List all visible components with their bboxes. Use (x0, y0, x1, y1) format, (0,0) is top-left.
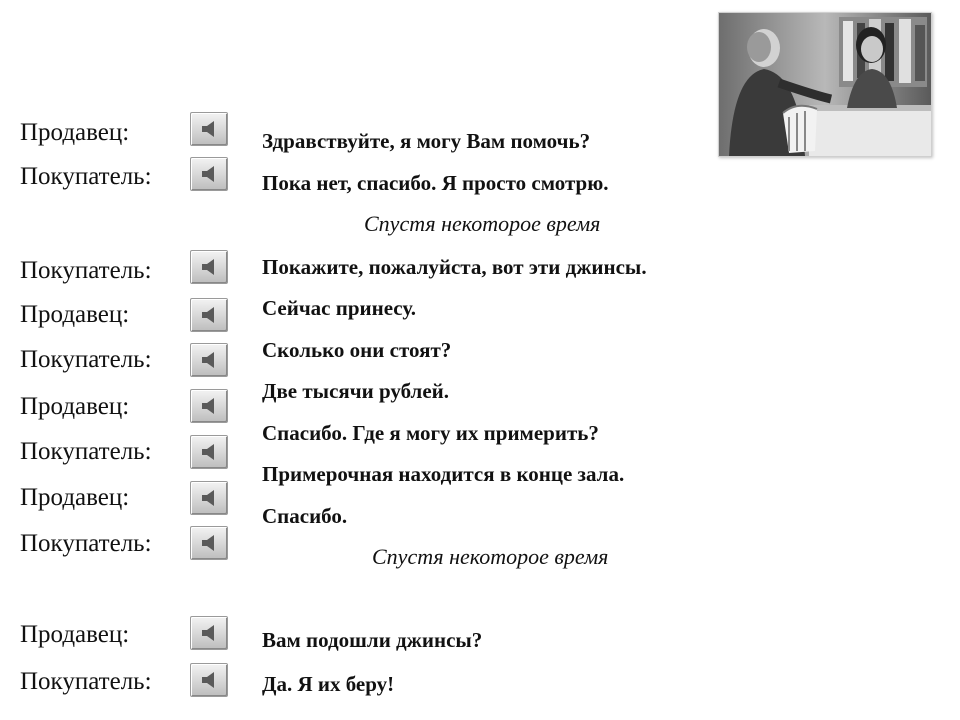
dialogue-line: Вам подошли джинсы? (262, 628, 483, 652)
dialogue-line: Сколько они стоят? (262, 338, 452, 362)
stage-direction: Спустя некоторое время (364, 211, 601, 236)
dialogue-line: Спасибо. (262, 504, 348, 528)
speaker-label: Покупатель: (20, 163, 152, 190)
play-audio-button[interactable] (190, 157, 228, 191)
speaker-label: Покупатель: (20, 438, 152, 465)
dialogue-line: Примерочная находится в конце зала. (262, 462, 625, 486)
speaker-label: Покупатель: (20, 257, 152, 284)
speaker-label: Продавец: (20, 393, 130, 420)
speaker-icon (200, 623, 220, 643)
play-audio-button[interactable] (190, 112, 228, 146)
speaker-label: Покупатель: (20, 346, 152, 373)
speaker-icon (200, 119, 220, 139)
speaker-icon (200, 670, 220, 690)
speaker-icon (200, 164, 220, 184)
dialogue-line: Две тысячи рублей. (262, 379, 450, 403)
play-audio-button[interactable] (190, 250, 228, 284)
play-audio-button[interactable] (190, 616, 228, 650)
dialogue-line: Пока нет, спасибо. Я просто смотрю. (262, 171, 609, 195)
speaker-icon (200, 257, 220, 277)
speaker-label: Продавец: (20, 301, 130, 328)
speaker-label: Продавец: (20, 621, 130, 648)
speaker-label: Покупатель: (20, 530, 152, 557)
speaker-icon (200, 350, 220, 370)
speaker-label: Продавец: (20, 119, 130, 146)
dialogue-line: Сейчас принесу. (262, 296, 417, 320)
speaker-icon (200, 533, 220, 553)
speaker-icon (200, 442, 220, 462)
play-audio-button[interactable] (190, 298, 228, 332)
speaker-icon (200, 305, 220, 325)
speaker-label: Покупатель: (20, 668, 152, 695)
play-audio-button[interactable] (190, 663, 228, 697)
dialogue-line: Да. Я их беру! (262, 672, 395, 696)
dialogue-line: Покажите, пожалуйста, вот эти джинсы. (262, 255, 647, 279)
play-audio-button[interactable] (190, 389, 228, 423)
play-audio-button[interactable] (190, 526, 228, 560)
play-audio-button[interactable] (190, 435, 228, 469)
stage-direction: Спустя некоторое время (372, 544, 609, 569)
speaker-icon (200, 488, 220, 508)
shop-photo-illustration (719, 13, 931, 156)
speaker-icon (200, 396, 220, 416)
dialogue-line: Спасибо. Где я могу их примерить? (262, 421, 599, 445)
speaker-label: Продавец: (20, 484, 130, 511)
shop-photo (718, 12, 932, 157)
dialogue-line: Здравствуйте, я могу Вам помочь? (262, 129, 591, 153)
play-audio-button[interactable] (190, 343, 228, 377)
play-audio-button[interactable] (190, 481, 228, 515)
